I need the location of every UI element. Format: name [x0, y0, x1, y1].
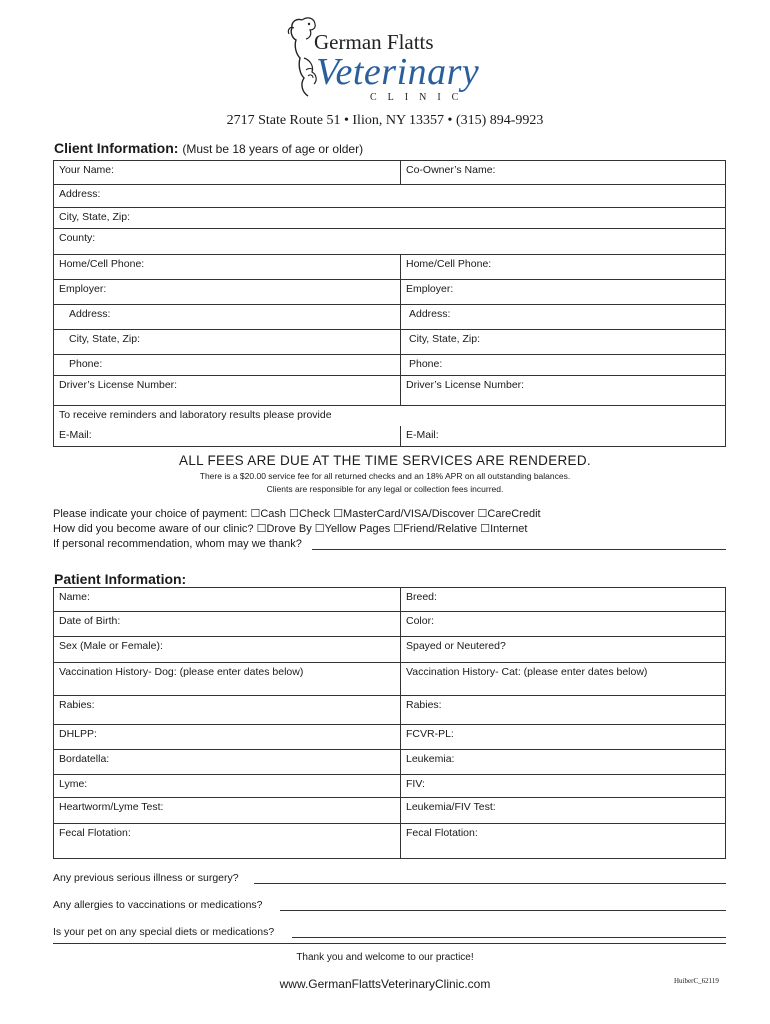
form-row	[54, 696, 725, 725]
fees-note-returned-checks: There is a $20.00 service fee for all returned checks and an 18% APR on all outstanding balances.	[199, 471, 571, 481]
allergies-input[interactable]	[280, 910, 726, 911]
form-row	[54, 161, 725, 185]
co-owner-home-cell-phone-field[interactable]: Home/Cell Phone:	[406, 258, 492, 270]
diet-input[interactable]	[292, 937, 726, 938]
client-info-form	[53, 160, 726, 447]
form-code: HuiberC_62119	[674, 977, 719, 985]
form-row	[54, 280, 725, 305]
thank-you-message: Thank you and welcome to our practice!	[296, 952, 474, 963]
client-info-title	[54, 140, 363, 156]
recommendation-label: If personal recommendation, whom may we thank?	[53, 538, 302, 550]
cat-rabies-field[interactable]: Rabies:	[406, 699, 442, 711]
form-row	[54, 406, 725, 426]
form-row	[54, 798, 725, 824]
form-row	[54, 185, 725, 208]
illness-input[interactable]	[254, 883, 726, 884]
sex-field[interactable]: Sex (Male or Female):	[54, 637, 401, 662]
address-field[interactable]: Address:	[59, 188, 101, 200]
lyme-field[interactable]: Lyme:	[54, 775, 401, 797]
form-row	[54, 725, 725, 750]
patient-info-title: Patient Information:	[54, 571, 187, 587]
breed-field[interactable]: Breed:	[406, 591, 437, 603]
your-name-field[interactable]: Your Name:	[54, 161, 401, 184]
employer-city-state-zip-field[interactable]: City, State, Zip:	[54, 330, 401, 354]
co-owner-employer-address-field[interactable]: Address:	[409, 308, 451, 320]
reminders-note: To receive reminders and laboratory results please provide	[59, 409, 332, 421]
referral-source-line[interactable]: How did you become aware of our clinic? ☐Drove By ☐Yellow Pages ☐Friend/Relative ☐Internet	[53, 523, 528, 535]
form-row	[54, 426, 725, 447]
co-owner-employer-field[interactable]: Employer:	[406, 283, 454, 295]
employer-field[interactable]: Employer:	[54, 280, 401, 304]
drivers-license-field[interactable]: Driver’s License Number:	[54, 376, 401, 405]
form-row	[54, 355, 725, 376]
employer-phone-field[interactable]: Phone:	[54, 355, 401, 375]
form-row	[54, 330, 725, 355]
dog-fecal-flotation-field[interactable]: Fecal Flotation:	[54, 824, 401, 858]
payment-choice-line[interactable]: Please indicate your choice of payment: ☐Cash ☐Check ☐MasterCard/VISA/Discover ☐CareCredit	[53, 508, 541, 520]
form-row	[54, 637, 725, 663]
logo-text-clinic: CLINIC	[370, 92, 470, 103]
county-field[interactable]: County:	[59, 232, 96, 244]
fcvr-pl-field[interactable]: FCVR-PL:	[406, 728, 454, 740]
email-field[interactable]: E-Mail:	[54, 426, 401, 446]
form-row	[54, 775, 725, 798]
bordatella-field[interactable]: Bordatella:	[54, 750, 401, 774]
footer-divider	[53, 943, 726, 944]
vaccination-history-dog-label: Vaccination History- Dog: (please enter dates below)	[54, 663, 401, 695]
form-row	[54, 376, 725, 406]
pet-name-field[interactable]: Name:	[54, 588, 401, 611]
form-row	[54, 305, 725, 330]
allergies-question: Any allergies to vaccinations or medications?	[53, 899, 263, 911]
co-owner-email-field[interactable]: E-Mail:	[406, 429, 439, 441]
logo-text-german-flatts: German Flatts	[314, 30, 434, 54]
co-owner-employer-city-state-zip-field[interactable]: City, State, Zip:	[409, 333, 480, 345]
vaccination-history-cat-label: Vaccination History- Cat: (please enter dates below)	[406, 666, 648, 678]
date-of-birth-field[interactable]: Date of Birth:	[54, 612, 401, 636]
spayed-neutered-field[interactable]: Spayed or Neutered?	[406, 640, 506, 652]
form-row	[54, 255, 725, 280]
city-state-zip-field[interactable]: City, State, Zip:	[59, 211, 130, 223]
dhlpp-field[interactable]: DHLPP:	[54, 725, 401, 749]
dog-rabies-field[interactable]: Rabies:	[54, 696, 401, 724]
clinic-address: 2717 State Route 51 • Ilion, NY 13357 • (315) 894-9923	[226, 113, 544, 128]
cat-fecal-flotation-field[interactable]: Fecal Flotation:	[406, 827, 478, 839]
form-row	[54, 824, 725, 859]
form-row	[54, 588, 725, 612]
home-cell-phone-field[interactable]: Home/Cell Phone:	[54, 255, 401, 279]
patient-info-form	[53, 587, 726, 859]
co-owner-drivers-license-field[interactable]: Driver’s License Number:	[406, 379, 525, 391]
client-info-heading: Client Information:	[54, 140, 179, 156]
co-owner-employer-phone-field[interactable]: Phone:	[409, 358, 443, 370]
fees-notice-title: ALL FEES ARE DUE AT THE TIME SERVICES ARE RENDERED.	[179, 453, 591, 468]
clinic-logo	[282, 12, 502, 104]
client-info-subtitle: (Must be 18 years of age or older)	[182, 142, 364, 156]
leukemia-fiv-test-field[interactable]: Leukemia/FIV Test:	[406, 801, 496, 813]
form-row	[54, 208, 725, 229]
form-row	[54, 750, 725, 775]
fiv-field[interactable]: FIV:	[406, 778, 425, 790]
illness-question: Any previous serious illness or surgery?	[53, 872, 239, 884]
heartworm-lyme-test-field[interactable]: Heartworm/Lyme Test:	[54, 798, 401, 823]
form-row	[54, 229, 725, 255]
recommendation-input[interactable]	[312, 549, 726, 550]
leukemia-field[interactable]: Leukemia:	[406, 753, 455, 765]
form-row	[54, 612, 725, 637]
fees-note-collection: Clients are responsible for any legal or collection fees incurred.	[266, 484, 504, 494]
co-owner-name-field[interactable]: Co-Owner’s Name:	[406, 164, 496, 176]
diet-question: Is your pet on any special diets or medications?	[53, 926, 275, 938]
employer-address-field[interactable]: Address:	[54, 305, 401, 329]
website-url: www.GermanFlattsVeterinaryClinic.com	[279, 977, 491, 991]
logo-text-veterinary: Veterinary	[316, 51, 480, 93]
color-field[interactable]: Color:	[406, 615, 435, 627]
form-row	[54, 663, 725, 696]
